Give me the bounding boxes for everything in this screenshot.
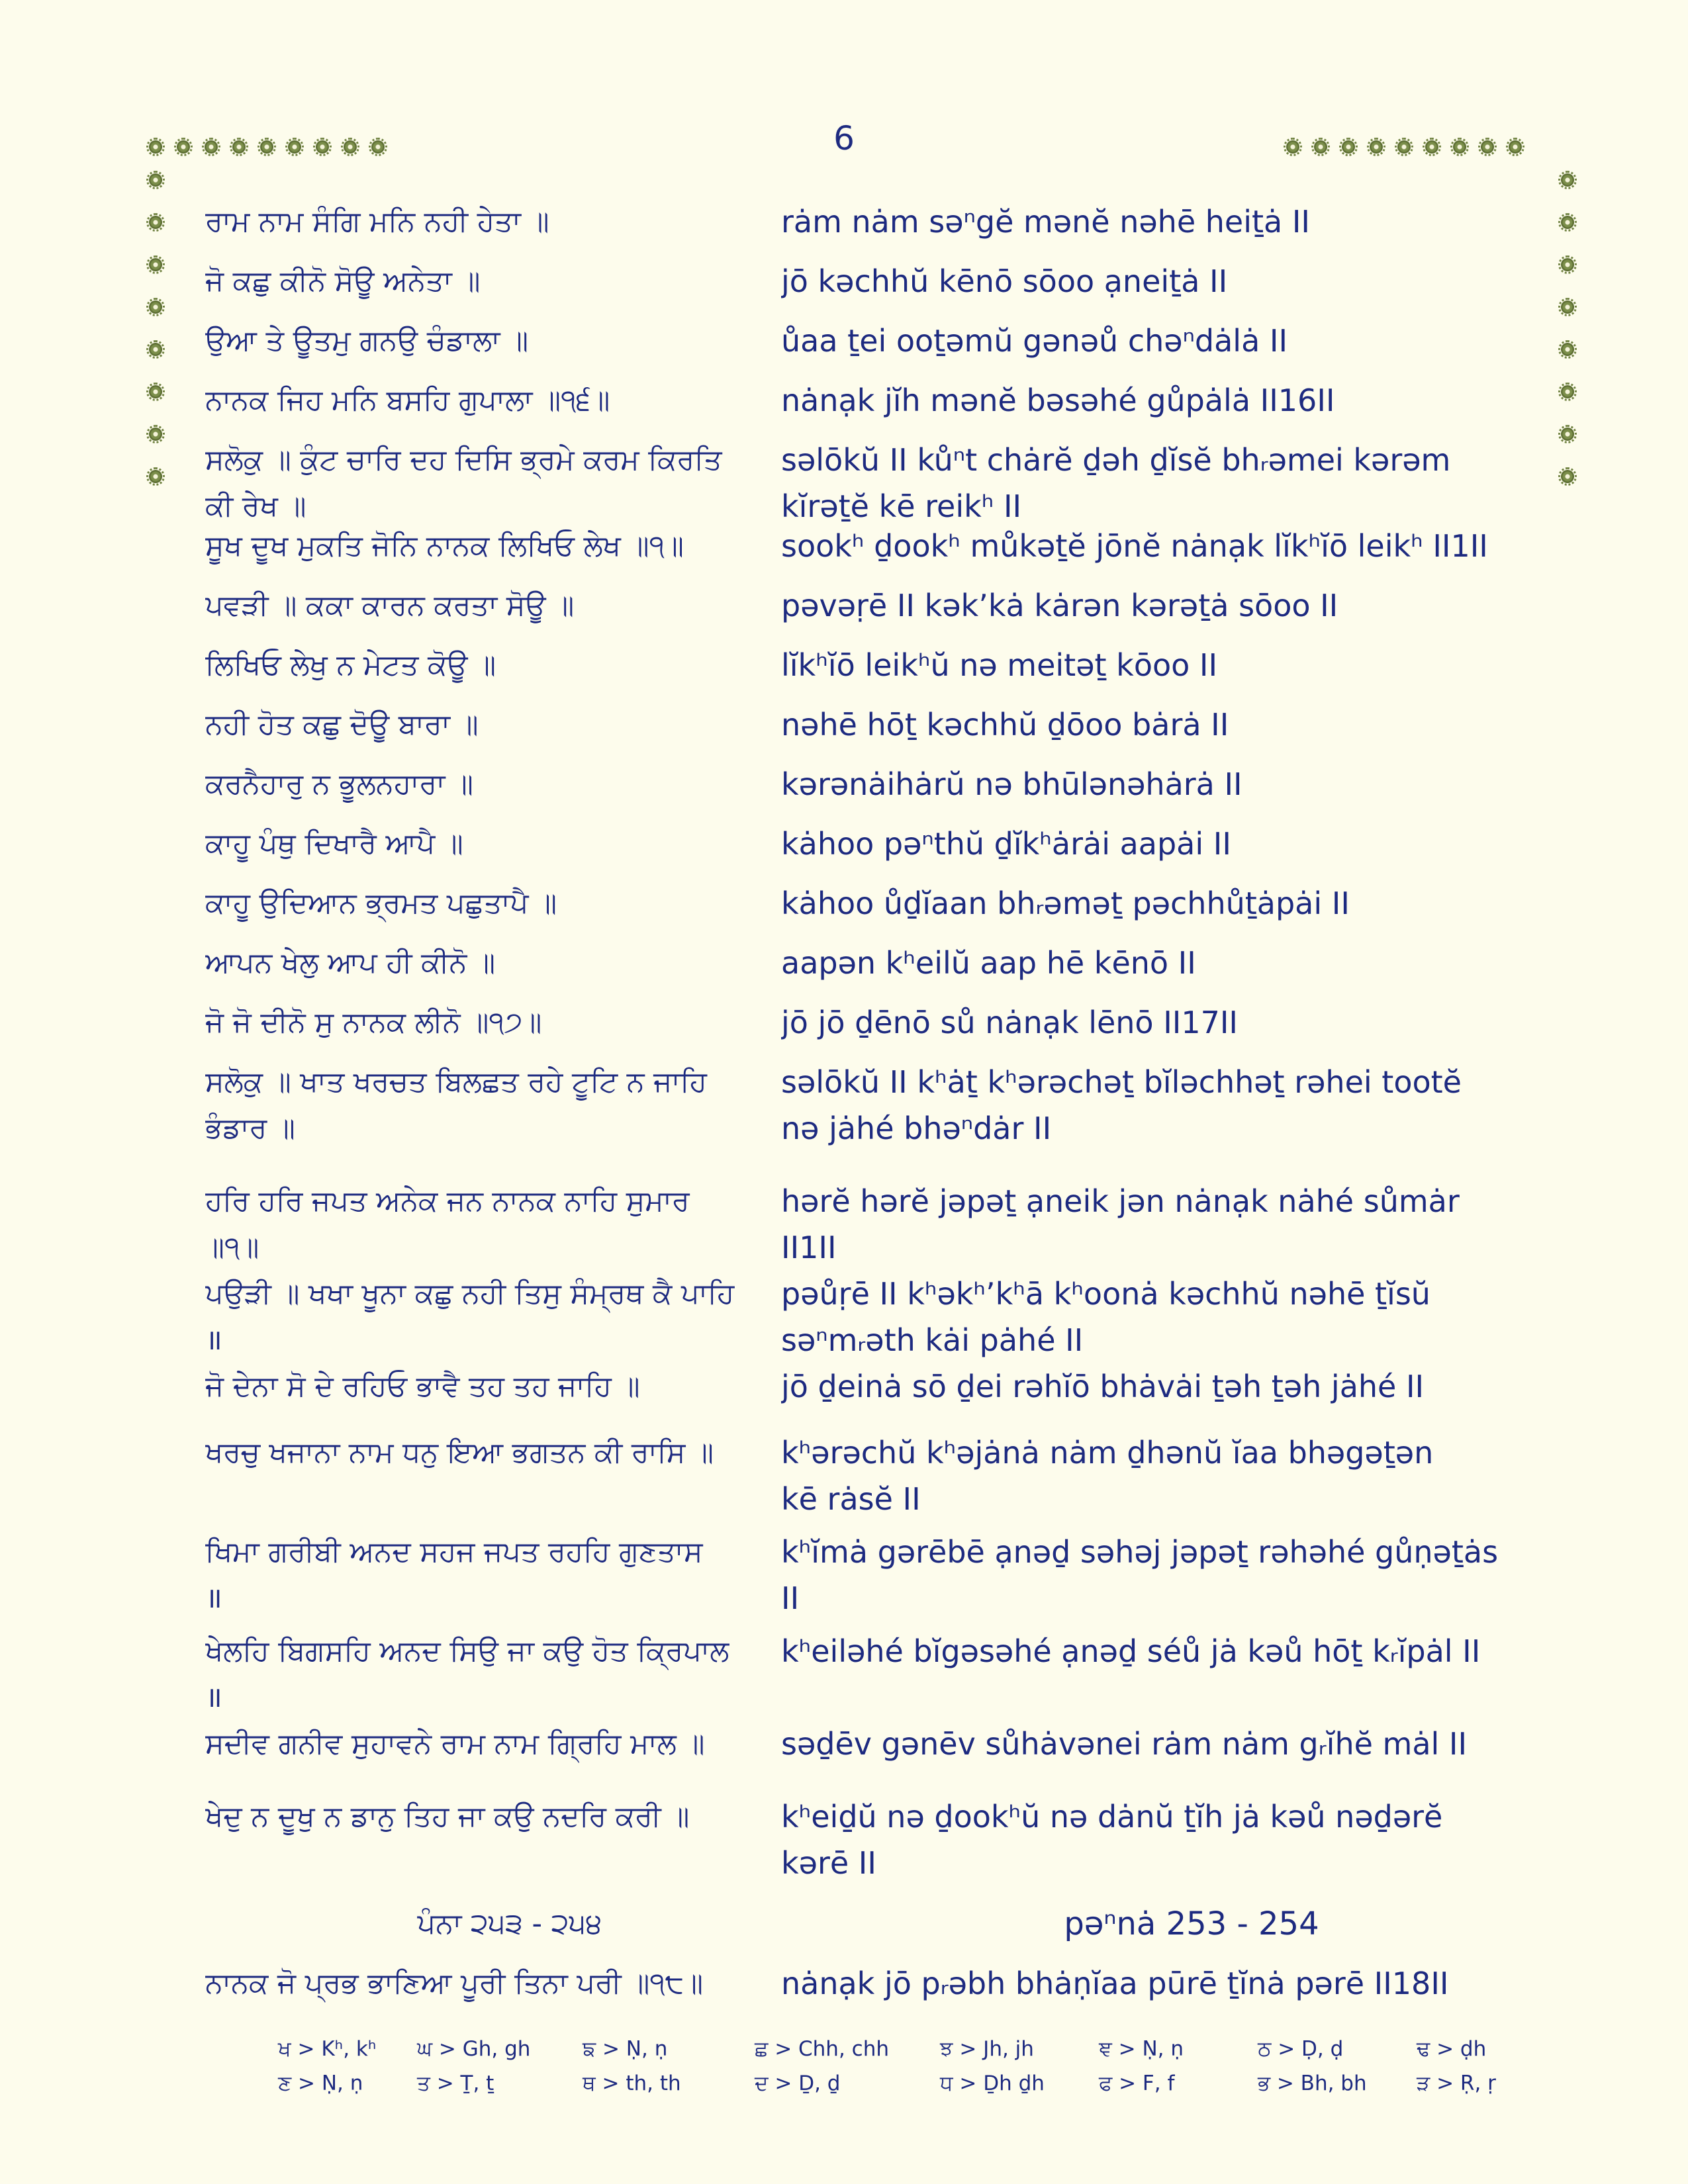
legend-row [278, 2032, 1487, 2066]
gurmukhi-text: ਸਲੋਕੁ ॥ ਕੁੰਟ ਚਾਰਿ ਦਹ ਦਿਸਿ ਭ੍ਰਮੇ ਕਰਮ ਕਿਰਤਿ [205, 443, 722, 477]
flower-ornament-icon [1453, 140, 1466, 154]
gurmukhi-text: ਪਉੜੀ ॥ ਖਖਾ ਖੂਨਾ ਕਛੁ ਨਹੀ ਤਿਸੁ ਸੰਮ੍ਰਥ ਕੈ ਪਾਹਿ [205, 1277, 735, 1310]
flower-ornament-icon [371, 140, 385, 154]
gurmukhi-text: ਜੋ ਜੋ ਦੀਨੋ ਸੁ ਨਾਨਕ ਲੀਨੋ ॥੧੭॥ [205, 1006, 542, 1039]
flower-ornament-icon [1397, 140, 1411, 154]
panna-transliteration: pəⁿnȧ 253 - 254 [1064, 1905, 1319, 1942]
flower-ornament-icon [1561, 385, 1574, 398]
legend-entry: ਘ > Gh, gh [417, 2037, 531, 2061]
legend-entry: ਦ > Ḏ, ḏ [755, 2071, 841, 2095]
transliteration-text: kʰĭmȧ gərēbē ạnəḏ səhəj jəpəṯ rəhəhé gůṇəṯȧs [781, 1534, 1499, 1570]
transliteration-text: nȧnạk jĭh mənĕ bəsəhé gůpȧlȧ II16II [781, 383, 1335, 418]
flower-ornament-icon [1286, 140, 1299, 154]
flower-ornament-icon [149, 470, 162, 483]
flower-ornament-icon [1342, 140, 1355, 154]
transliteration-text: pəůṛē II kʰəkʰ’kʰā kʰoonȧ kəchhŭ nəhē ṯĭsŭ [781, 1276, 1430, 1312]
panna-gurmukhi: ਪੰਨਾ ੨੫੩ - ੨੫੪ [417, 1907, 602, 1940]
transliteration-text: kȧhoo ůḏĭaan bhᵣəməṯ pəchhůṯȧpȧi II [781, 886, 1350, 921]
flower-ornament-icon [149, 173, 162, 187]
gurmukhi-text: ਕਰਨੈਹਾਰੁ ਨ ਭੂਲਨਹਾਰਾ ॥ [205, 768, 474, 801]
transliteration-text-continued: II [781, 1580, 800, 1616]
gurmukhi-text-continued: ॥ [205, 1681, 222, 1714]
gurmukhi-text: ਉਆ ਤੇ ਊਤਮੁ ਗਨਉ ਚੰਡਾਲਾ ॥ [205, 324, 529, 357]
legend-entry: ਭ > Bh, bh [1258, 2071, 1367, 2095]
transliteration-text: kərənȧihȧrŭ nə bhūlənəhȧrȧ II [781, 766, 1243, 802]
flower-ornament-icon [205, 140, 218, 154]
flower-ornament-icon [149, 428, 162, 441]
flower-ornament-icon [1561, 470, 1574, 483]
legend-entry: ੜ > Ṛ, ṛ [1417, 2071, 1496, 2095]
flower-ornament-icon [260, 140, 273, 154]
legend-entry: ਥ > th, th [583, 2071, 681, 2095]
gurmukhi-text: ਖੇਲਹਿ ਬਿਗਸਹਿ ਅਨਦ ਸਿਉ ਜਾ ਕਉ ਹੋਤ ਕ੍ਰਿਪਾਲ [205, 1635, 729, 1668]
gurmukhi-text: ਨਾਨਕ ਜਿਹ ਮਨਿ ਬਸਹਿ ਗੁਪਾਲਾ ॥੧੬॥ [205, 384, 610, 417]
flower-ornament-icon [149, 300, 162, 314]
gurmukhi-text: ਲਿਖਿਓ ਲੇਖੁ ਨ ਮੇਟਤ ਕੋਊ ॥ [205, 649, 496, 682]
transliteration-text: səlōkŭ II kůⁿt chȧrĕ ḏəh ḏĭsĕ bhᵣəmei kərəm [781, 442, 1451, 478]
legend-entry: ਛ > Chh, chh [755, 2037, 890, 2061]
transliteration-text: ůaa ṯei ooṯəmŭ gənəů chəⁿdȧlȧ II [781, 323, 1288, 359]
flower-ornament-icon [316, 140, 329, 154]
page-number: 6 [833, 119, 855, 158]
transliteration-text-continued: səⁿmᵣəth kȧi pȧhé II [781, 1322, 1084, 1358]
legend-entry: ਧ > Ḏh ḏh [940, 2071, 1045, 2095]
flower-ornament-icon [1561, 428, 1574, 441]
transliteration-text: kʰərəchŭ kʰəjȧnȧ nȧm ḏhənŭ ĭaa bhəgəṯən [781, 1435, 1434, 1471]
flower-ornament-icon [1370, 140, 1383, 154]
flower-ornament-icon [1314, 140, 1327, 154]
gurmukhi-text-continued: ॥੧॥ [205, 1231, 259, 1264]
legend-entry: ਤ > Ṯ, ṯ [417, 2071, 494, 2095]
transliteration-text-continued: nə jȧhé bhəⁿdȧr II [781, 1111, 1052, 1146]
transliteration-legend [278, 2032, 1496, 2101]
legend-entry: ਠ > Ḍ, ḍ [1258, 2037, 1344, 2061]
transliteration-text: jō ḏeinȧ sō ḏei rəhĭō bhȧvȧi ṯəh ṯəh jȧhé II [781, 1369, 1425, 1404]
transliteration-text: kʰeiḏŭ nə ḏookʰŭ nə dȧnŭ ṯĭh jȧ kəů nəḏərĕ [781, 1799, 1443, 1835]
flower-ornament-icon [149, 258, 162, 271]
gurmukhi-text: ਖੇਦੁ ਨ ਦੂਖੁ ਨ ਡਾਨੁ ਤਿਹ ਜਾ ਕਉ ਨਦਰਿ ਕਰੀ ॥ [205, 1800, 690, 1833]
transliteration-text: jō jō ḏēnō sů nȧnạk lēnō II17II [781, 1005, 1238, 1040]
transliteration-text-continued: II1II [781, 1230, 837, 1265]
flower-ornament-icon [232, 140, 246, 154]
transliteration-text: lĭkʰĭō leikʰŭ nə meitəṯ kōoo II [781, 647, 1218, 683]
flower-ornament-icon [288, 140, 301, 154]
transliteration-text: aapən kʰeilŭ aap hē kēnō II [781, 945, 1196, 981]
gurmukhi-text: ਸਦੀਵ ਗਨੀਵ ਸੁਹਾਵਨੇ ਰਾਮ ਨਾਮ ਗ੍ਰਿਹਿ ਮਾਲ ॥ [205, 1727, 705, 1760]
legend-entry: ਖ > Kʰ, kʰ [278, 2037, 377, 2061]
transliteration-text: rȧm nȧm səⁿgĕ mənĕ nəhē heiṯȧ II [781, 204, 1310, 240]
final-transliteration: nȧnạk jō pᵣəbh bhȧṇĭaa pūrē ṯĭnȧ pərē II18II [781, 1966, 1449, 2001]
gurmukhi-text: ਸੂਖ ਦੂਖ ਮੁਕਤਿ ਜੋਨਿ ਨਾਨਕ ਲਿਖਿਓ ਲੇਖ ॥੧॥ [205, 529, 684, 563]
gurmukhi-text: ਹਰਿ ਹਰਿ ਜਪਤ ਅਨੇਕ ਜਨ ਨਾਨਕ ਨਾਹਿ ਸੁਮਾਰ [205, 1185, 690, 1218]
transliteration-text-continued: kē rȧsĕ II [781, 1481, 921, 1517]
flower-ornament-icon [344, 140, 357, 154]
transliteration-text-continued: kĭrəṯĕ kē reikʰ II [781, 488, 1022, 524]
gurmukhi-text: ਸਲੋਕੁ ॥ ਖਾਤ ਖਰਚਤ ਬਿਲਛਤ ਰਹੇ ਟੂਟਿ ਨ ਜਾਹਿ [205, 1066, 707, 1099]
legend-entry: ਞ > Ṇ, ṇ [1099, 2037, 1184, 2061]
gurmukhi-text: ਪਵੜੀ ॥ ਕਕਾ ਕਾਰਨ ਕਰਤਾ ਸੋਊ ॥ [205, 589, 575, 622]
gurmukhi-text: ਕਾਹੂ ਉਦਿਆਨ ਭ੍ਰਮਤ ਪਛੁਤਾਪੈ ॥ [205, 887, 557, 920]
gurmukhi-text: ਨਹੀ ਹੋਤ ਕਛੁ ਦੋਊ ਬਾਰਾ ॥ [205, 708, 479, 741]
flower-ornament-icon [149, 385, 162, 398]
flower-ornament-icon [1561, 216, 1574, 229]
gurmukhi-text: ਆਪਨ ਖੇਲੁ ਆਪ ਹੀ ਕੀਨੋ ॥ [205, 946, 496, 979]
flower-ornament-icon [1425, 140, 1438, 154]
flower-ornament-icon [149, 216, 162, 229]
legend-entry: ਙ > Ṇ, ṇ [583, 2037, 668, 2061]
transliteration-text: səlōkŭ II kʰȧṯ kʰərəchəṯ bĭləchhəṯ rəhei tootĕ [781, 1064, 1462, 1100]
flower-ornament-icon [149, 343, 162, 356]
legend-row [278, 2066, 1496, 2101]
legend-entry: ਫ > F, f [1099, 2071, 1175, 2095]
gurmukhi-text-continued: ਭੰਡਾਰ ॥ [205, 1112, 295, 1145]
flower-ornament-icon [1561, 258, 1574, 271]
transliteration-text-continued: kərē II [781, 1845, 876, 1881]
transliteration-text: hərĕ hərĕ jəpəṯ ạneik jən nȧnạk nȧhé sůmȧr [781, 1183, 1460, 1219]
flower-ornament-icon [1561, 343, 1574, 356]
gurmukhi-text: ਖਿਮਾ ਗਰੀਬੀ ਅਨਦ ਸਹਜ ਜਪਤ ਰਹਹਿ ਗੁਣਤਾਸ [205, 1535, 703, 1569]
legend-entry: ਝ > Jh, jh [940, 2037, 1034, 2061]
gurmukhi-text: ਰਾਮ ਨਾਮ ਸੰਗਿ ਮਨਿ ਨਹੀ ਹੇਤਾ ॥ [205, 205, 549, 238]
gurmukhi-text: ਖਰਚੁ ਖਜਾਨਾ ਨਾਮ ਧਨੁ ਇਆ ਭਗਤਨ ਕੀ ਰਾਸਿ ॥ [205, 1436, 714, 1469]
transliteration-text: jō kəchhŭ kēnō sōoo ạneiṯȧ II [781, 263, 1228, 299]
flower-ornament-icon [1481, 140, 1494, 154]
flower-ornament-icon [1509, 140, 1522, 154]
flower-ornament-icon [149, 140, 162, 154]
final-gurmukhi: ਨਾਨਕ ਜੋ ਪ੍ਰਭ ਭਾਣਿਆ ਪੂਰੀ ਤਿਨਾ ਪਰੀ ॥੧੮॥ [205, 1967, 704, 2000]
flower-ornament-icon [177, 140, 190, 154]
transliteration-text: pəvəṛē II kək’kȧ kȧrən kərəṯȧ sōoo II [781, 588, 1338, 623]
transliteration-text: səḏēv gənēv sůhȧvənei rȧm nȧm gᵣĭhĕ mȧl II [781, 1726, 1468, 1762]
transliteration-text: kȧhoo pəⁿthŭ ḏĭkʰȧrȧi aapȧi II [781, 826, 1231, 862]
gurmukhi-text-continued: ॥ [205, 1582, 222, 1615]
gurmukhi-text: ਕਾਹੂ ਪੰਥੁ ਦਿਖਾਰੈ ਆਪੈ ॥ [205, 827, 463, 860]
gurmukhi-text-continued: ਕੀ ਰੇਖ ॥ [205, 490, 306, 523]
flower-ornament-icon [1561, 173, 1574, 187]
transliteration-text: kʰeiləhé bĭgəsəhé ạnəḏ séů jȧ kəů hōṯ kᵣĭpȧl II [781, 1633, 1481, 1669]
gurmukhi-text: ਜੋ ਦੇਨਾ ਸੋ ਦੇ ਰਹਿਓ ਭਾਵੈ ਤਹ ਤਹ ਜਾਹਿ ॥ [205, 1370, 640, 1403]
gurmukhi-text: ਜੋ ਕਛੁ ਕੀਨੋ ਸੋਊ ਅਨੇਤਾ ॥ [205, 265, 481, 298]
legend-entry: ਢ > ḍh [1417, 2037, 1487, 2061]
transliteration-text: sookʰ ḏookʰ můkəṯĕ jōnĕ nȧnạk lĭkʰĭō leikʰ II1II [781, 528, 1488, 564]
legend-entry: ਣ > Ṇ, ṇ [278, 2071, 363, 2095]
transliteration-text: nəhē hōṯ kəchhŭ ḏōoo bȧrȧ II [781, 707, 1229, 743]
flower-ornament-icon [1561, 300, 1574, 314]
gurmukhi-text-continued: ॥ [205, 1324, 222, 1357]
